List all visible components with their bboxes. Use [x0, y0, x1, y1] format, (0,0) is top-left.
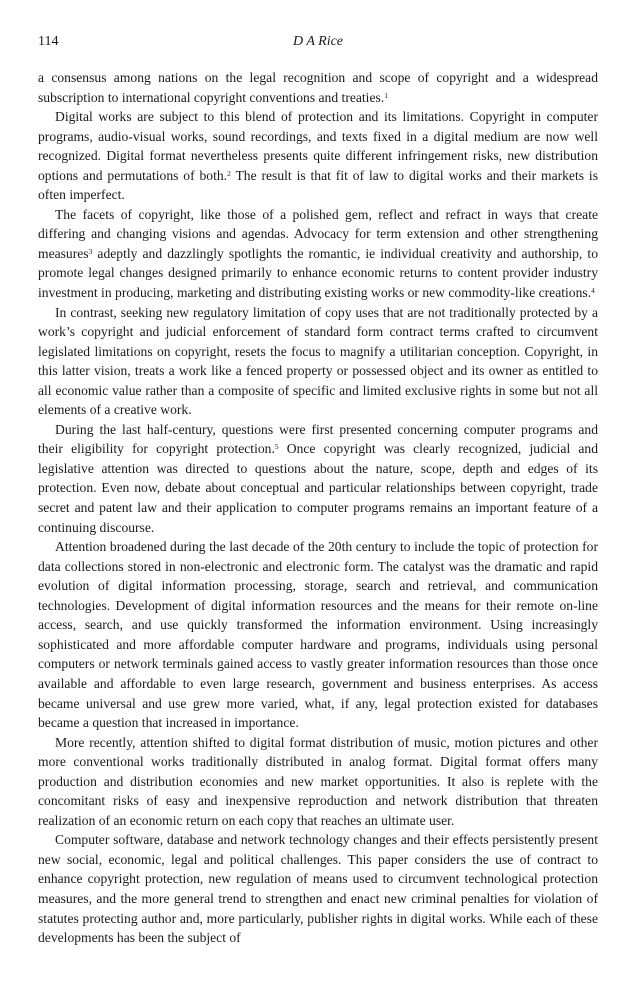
- paragraph-text: During the last half-century, questions were first presented concerning computer programs and their eligibility for copyright protection.: [38, 421, 598, 457]
- paragraph-text: Digital works are subject to this blend of protection and its limitations. Copyright in computer programs, audio-visual works, sound recordings, and texts fixed in a digital medium are now well recognized. Digital format nevertheless presents quite different infringement risks, new distribution options and permutations of both.: [38, 109, 598, 183]
- paragraph-text-continued: adeptly and dazzlingly spotlights the romantic, ie individual creativity and authorship, to promote legal changes designed primarily to enhance economic returns to content provider industry investment in producing, marketing and distributing existing works or new commodity-like creations.: [38, 245, 598, 301]
- paragraph-6: [38, 537, 598, 732]
- footnote-ref: 4: [591, 285, 595, 295]
- paragraph-text: Attention broadened during the last decade of the 20th century to include the topic of protection for data collections stored in non-electronic and electronic form. The catalyst was the dramatic and rapid evolution of digital information processing, storage, search and retrieval, and communication technologies. Development of digital information resources and the means for their remote on-line access, search, and use quickly transformed the information environment. Using increasingly sophisticated and more affordable computer hardware and programs, individuals using personal computers or network terminals gained access to vastly greater information resources than those once available and affordable to even large research, government and business enterprises. As access became universal and use grew more varied, what, if any, legal protection existed for databases became a question that increased in importance.: [38, 539, 598, 731]
- paragraph-text: a consensus among nations on the legal recognition and scope of copyright and a widespread subscription to international copyright conventions and treaties.: [38, 70, 598, 105]
- running-head: D A Rice: [292, 34, 344, 49]
- paragraph-1: [38, 68, 598, 107]
- paragraph-2: [38, 107, 598, 205]
- footnote-ref: 3: [88, 246, 93, 256]
- paragraph-text-continued: Once copyright was clearly recognized, judicial and legislative attention was directed to questions about the nature, scope, depth and edges of its protection. Even now, debate about conceptual and particular relationships between copyright, trade secret and patent law and their application to computer programs remains an important feature of a continuing discourse.: [38, 441, 599, 535]
- paragraph-text: More recently, attention shifted to digital format distribution of music, motion pictures and other more conventional works traditionally distributed in analog format. Digital format offers many production and distribution economies and new market opportunities. It also is replete with the concomitant risks of easy and inexpensive reproduction and network distribution that threaten realization of an economic return on each copy that reaches an ultimate user.: [38, 734, 598, 828]
- footnote-ref: 2: [227, 168, 231, 178]
- paragraph-5: [38, 420, 598, 537]
- footnote-ref: 5: [274, 442, 279, 452]
- paragraph-text: In contrast, seeking new regulatory limitation of copy uses that are not traditionally protected by a work’s copyright and judicial enforcement of standard form contract terms crafted to circumvent legislated limitations on copyright, resets the focus to magnify a utilitarian conception. Copyright, in this latter vision, treats a work like a fenced property or possessed object and its owner as entitled to all economic value rather than a composite of specific and limited exclusive rights in some but not all elements of a creative work.: [38, 304, 598, 418]
- page-header: [38, 34, 598, 56]
- paragraph-7: [38, 733, 598, 831]
- body-text: [38, 68, 598, 948]
- footnote-ref: 1: [384, 90, 388, 100]
- paragraph-text: The facets of copyright, like those of a polished gem, reflect and refract in ways that create differing and changing visions and agendas. Advocacy for term extension and other strengthening measures: [38, 206, 598, 261]
- paragraph-3: [38, 205, 598, 303]
- page-number: 114: [38, 34, 59, 49]
- paragraph-text-continued: The result is that fit of law to digital works and their markets is often imperfect.: [38, 167, 598, 203]
- paragraph-4: [38, 303, 598, 420]
- paragraph-8: [38, 830, 598, 947]
- paragraph-text: Computer software, database and network technology changes and their effects persistently present new social, economic, legal and political challenges. This paper considers the use of contract to enhance copyright protection, new regulation of means used to circumvent technological protection measures, and the more general trend to strengthen and enact new criminal penalties for violation of statutes protecting author and, more particularly, publisher rights in digital works. While each of these developments has been the subject of: [38, 832, 598, 946]
